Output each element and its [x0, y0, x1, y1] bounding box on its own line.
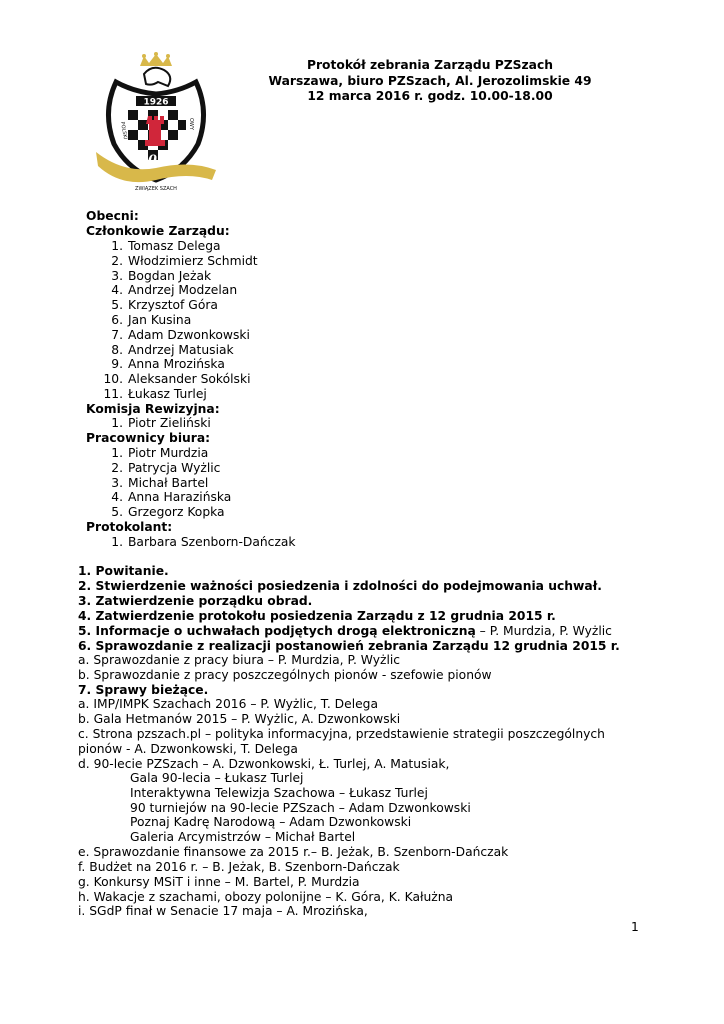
staff-list	[101, 446, 231, 520]
staff-member	[101, 446, 231, 461]
document-title: Protokół zebrania Zarządu PZSzach	[306, 58, 554, 72]
list-number: 4.	[111, 490, 123, 505]
agenda-item-3: 3. Zatwierdzenie porządku obrad.	[78, 594, 313, 608]
person-name: Grzegorz Kopka	[128, 505, 225, 520]
agenda-item-7h: h. Wakacje z szachami, obozy polonijne – K. Góra, K. Kałużna	[78, 890, 454, 904]
board-label: Członkowie Zarządu:	[86, 224, 230, 238]
board-member	[101, 254, 258, 269]
agenda-item-5	[78, 624, 612, 639]
agenda-item-7g: g. Konkursy MSiT i inne – M. Bartel, P. Murdzia	[78, 875, 360, 889]
list-number: 6.	[111, 312, 123, 327]
present-label: Obecni:	[86, 209, 139, 223]
person-name: Łukasz Turlej	[128, 386, 207, 401]
list-number: 2.	[111, 460, 123, 475]
board-member	[101, 372, 258, 387]
board-member	[101, 298, 258, 313]
person-name: Andrzej Modzelan	[128, 283, 238, 298]
agenda-item-6: 6. Sprawozdanie z realizacji postanowień zebrania Zarządu 12 grudnia 2015 r.	[78, 639, 620, 653]
list-number: 11.	[103, 386, 123, 401]
staff-member	[101, 505, 231, 520]
agenda-item-7f: f. Budżet na 2016 r. – B. Jeżak, B. Szenborn-Dańczak	[78, 860, 400, 874]
person-name: Michał Bartel	[128, 475, 209, 490]
board-member	[101, 387, 258, 402]
minutes-label: Protokolant:	[86, 520, 173, 534]
logo-left-text: POLSKI	[119, 121, 129, 140]
person-name: Piotr Murdzia	[128, 446, 209, 460]
agenda-item-7c: c. Strona pzszach.pl – polityka informacyjna, przedstawienie strategii poszczególnych	[78, 727, 605, 741]
person-name: Anna Harazińska	[128, 490, 232, 505]
board-member	[101, 283, 258, 298]
minutes-list	[101, 535, 296, 550]
agenda-item-7a: a. IMP/IMPK Szachach 2016 – P. Wyżlic, T. Delega	[78, 697, 379, 711]
agenda-item-7c-cont: pionów - A. Dzwonkowski, T. Delega	[78, 742, 298, 756]
agenda-item-7d: d. 90-lecie PZSzach – A. Dzwonkowski, Ł. Turlej, A. Matusiak,	[78, 757, 450, 771]
audit-label: Komisja Rewizyjna:	[86, 402, 220, 416]
list-number: 10.	[103, 372, 123, 387]
crown-icon	[140, 52, 172, 66]
agenda-item-7: 7. Sprawy bieżące.	[78, 683, 209, 697]
agenda-item-5-owners: – P. Murdzia, P. Wyżlic	[475, 624, 612, 638]
board-member	[101, 328, 258, 343]
audit-member	[101, 416, 211, 431]
page-number: 1	[631, 920, 639, 934]
list-number: 5.	[111, 505, 123, 520]
list-number: 1.	[111, 446, 123, 460]
agenda-subitem: Interaktywna Telewizja Szachowa – Łukasz Turlej	[130, 785, 428, 800]
person-name: Bogdan Jeżak	[128, 268, 212, 283]
staff-member	[101, 476, 231, 491]
agenda-item-7i: i. SGdP finał w Senacie 17 maja – A. Mrozińska,	[78, 904, 368, 918]
agenda-item-5-title: 5. Informacje o uchwałach podjętych drogą elektroniczną	[78, 624, 476, 638]
logo-right-text: OWY	[188, 118, 194, 130]
list-number: 5.	[111, 298, 123, 313]
list-number: 3.	[111, 475, 123, 490]
staff-label: Pracownicy biura:	[86, 431, 211, 445]
agenda-item-2: 2. Stwierdzenie ważności posiedzenia i zdolności do podejmowania uchwał.	[78, 579, 602, 593]
board-member	[101, 343, 258, 358]
person-name: Krzysztof Góra	[128, 298, 218, 313]
person-name: Piotr Zieliński	[128, 416, 211, 430]
agenda-item-7e: e. Sprawozdanie finansowe za 2015 r.– B. Jeżak, B. Szenborn-Dańczak	[78, 845, 509, 859]
person-name: Jan Kusina	[128, 312, 192, 327]
staff-member	[101, 461, 231, 476]
board-member	[101, 239, 258, 254]
list-number: 9.	[111, 357, 123, 372]
person-name: Patrycja Wyżlic	[128, 460, 221, 475]
list-number: 8.	[111, 342, 123, 357]
meeting-date: 12 marca 2016 r. godz. 10.00-18.00	[307, 89, 553, 103]
list-number: 7.	[111, 327, 123, 342]
list-number: 1.	[111, 239, 123, 253]
person-name: Andrzej Matusiak	[128, 342, 234, 357]
agenda-item-7b: b. Gala Hetmanów 2015 – P. Wyżlic, A. Dzwonkowski	[78, 712, 401, 726]
logo-bottom-text: ZWIĄZEK SZACH	[135, 186, 177, 192]
board-member	[101, 313, 258, 328]
meeting-place: Warszawa, biuro PZSzach, Al. Jerozolimskie 49	[268, 74, 592, 88]
agenda-subitem: Gala 90-lecia – Łukasz Turlej	[130, 771, 304, 785]
staff-member	[101, 490, 231, 505]
board-list	[101, 239, 258, 402]
list-number: 2.	[111, 253, 123, 268]
logo-anniversary: 90 lat	[139, 153, 181, 168]
agenda-subitem: Poznaj Kadrę Narodową – Adam Dzwonkowski	[130, 815, 412, 830]
person-name: Włodzimierz Schmidt	[128, 253, 258, 268]
minutes-taker	[101, 535, 296, 550]
logo-year: 1926	[143, 97, 169, 108]
board-member	[101, 357, 258, 372]
agenda-item-7d-sublist	[130, 771, 471, 845]
eagle-head-icon	[144, 68, 170, 86]
audit-list	[101, 416, 211, 431]
person-name: Adam Dzwonkowski	[128, 327, 250, 342]
list-number: 1.	[111, 535, 123, 549]
agenda-subitem: Galeria Arcymistrzów – Michał Bartel	[130, 830, 356, 845]
person-name: Aleksander Sokólski	[128, 372, 251, 387]
agenda-item-1: 1. Powitanie.	[78, 564, 169, 578]
agenda-item-4: 4. Zatwierdzenie protokołu posiedzenia Zarządu z 12 grudnia 2015 r.	[78, 609, 556, 623]
list-number: 3.	[111, 268, 123, 283]
list-number: 4.	[111, 283, 123, 298]
pzszach-logo	[94, 52, 218, 192]
agenda-item-6a: a. Sprawozdanie z pracy biura – P. Murdzia, P. Wyżlic	[78, 653, 401, 667]
person-name: Anna Mrozińska	[128, 357, 225, 372]
agenda-subitem: 90 turniejów na 90-lecie PZSzach – Adam Dzwonkowski	[130, 800, 471, 815]
board-member	[101, 269, 258, 284]
list-number: 1.	[111, 416, 123, 430]
person-name: Barbara Szenborn-Dańczak	[128, 535, 296, 549]
agenda-item-6b: b. Sprawozdanie z pracy poszczególnych pionów - szefowie pionów	[78, 668, 492, 682]
person-name: Tomasz Delega	[128, 239, 221, 253]
